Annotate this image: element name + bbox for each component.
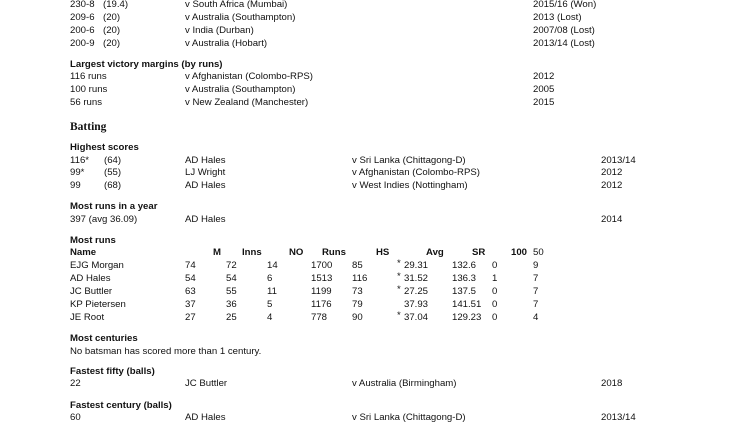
year: 2005 xyxy=(533,84,555,95)
balls: (55) xyxy=(104,167,122,178)
score: 200-6 xyxy=(70,25,95,36)
opponent: v New Zealand (Manchester) xyxy=(185,97,309,108)
not-outs: 14 xyxy=(267,260,278,271)
not-outs: 5 xyxy=(267,299,273,310)
balls: 60 xyxy=(70,412,81,423)
batsman-name: JC Buttler xyxy=(185,378,228,389)
overs: (19.4) xyxy=(103,0,129,10)
runs: 1700 xyxy=(311,260,333,271)
matches: 74 xyxy=(185,260,196,271)
section-heading: Highest scores xyxy=(70,142,139,153)
fifties: 9 xyxy=(533,260,539,271)
average: 29.31 xyxy=(404,260,429,271)
hundreds: 1 xyxy=(492,273,498,284)
opponent: v South Africa (Mumbai) xyxy=(185,0,288,10)
average: 31.52 xyxy=(404,273,429,284)
col-fifties: 50 xyxy=(533,247,544,258)
opponent: v Afghanistan (Colombo-RPS) xyxy=(352,167,480,178)
high-score: 90 xyxy=(352,312,363,323)
strike-rate: 137.5 xyxy=(452,286,477,297)
hundreds: 0 xyxy=(492,299,498,310)
opponent: v West Indies (Nottingham) xyxy=(352,180,468,191)
year: 2014 xyxy=(601,214,623,225)
year: 2015 xyxy=(533,97,555,108)
not-outs: 4 xyxy=(267,312,273,323)
hundreds: 0 xyxy=(492,260,498,271)
batsman-name: AD Hales xyxy=(70,273,111,284)
hundreds: 0 xyxy=(492,312,498,323)
not-out-star: * xyxy=(397,284,401,295)
opponent: v India (Durban) xyxy=(185,25,254,36)
batsman-name: LJ Wright xyxy=(185,167,226,178)
section-heading: Most runs in a year xyxy=(70,201,158,212)
balls: (68) xyxy=(104,180,122,191)
fifties: 4 xyxy=(533,312,539,323)
batsman-name: AD Hales xyxy=(185,412,226,423)
not-outs: 11 xyxy=(267,286,277,297)
high-score: 85 xyxy=(352,260,363,271)
average: 37.93 xyxy=(404,299,429,310)
col-runs: Runs xyxy=(322,247,346,258)
season: 2013 (Lost) xyxy=(533,12,582,23)
col-average: Avg xyxy=(426,247,444,258)
score: 230-8 xyxy=(70,0,95,10)
overs: (20) xyxy=(103,12,121,23)
opponent: v Australia (Southampton) xyxy=(185,84,296,95)
innings: 55 xyxy=(226,286,237,297)
margin: 116 runs xyxy=(70,71,107,82)
opponent: v Sri Lanka (Chittagong-D) xyxy=(352,155,466,166)
fifties: 7 xyxy=(533,273,539,284)
balls: 22 xyxy=(70,378,81,389)
runs-value: 397 (avg 36.09) xyxy=(70,214,138,225)
fifties: 7 xyxy=(533,299,539,310)
innings: 25 xyxy=(226,312,237,323)
score: 99 xyxy=(70,180,81,191)
hundreds: 0 xyxy=(492,286,498,297)
season: 2012 xyxy=(601,167,623,178)
col-not-outs: NO xyxy=(289,247,304,258)
high-score: 79 xyxy=(352,299,363,310)
runs: 1513 xyxy=(311,273,333,284)
opponent: v Australia (Southampton) xyxy=(185,12,296,23)
opponent: v Afghanistan (Colombo-RPS) xyxy=(185,71,313,82)
section-heading: Fastest fifty (balls) xyxy=(70,366,155,377)
not-out-star: * xyxy=(397,258,401,269)
season: 2013/14 xyxy=(601,155,636,166)
not-out-star: * xyxy=(397,271,401,282)
batsman-name: AD Hales xyxy=(185,155,226,166)
runs: 1199 xyxy=(311,286,332,297)
matches: 54 xyxy=(185,273,196,284)
col-strike-rate: SR xyxy=(472,247,486,258)
opponent: v Sri Lanka (Chittagong-D) xyxy=(352,412,466,423)
strike-rate: 129.23 xyxy=(452,312,482,323)
season: 2007/08 (Lost) xyxy=(533,25,595,36)
matches: 63 xyxy=(185,286,196,297)
not-outs: 6 xyxy=(267,273,273,284)
col-name: Name xyxy=(70,247,97,258)
batsman-name: AD Hales xyxy=(185,214,226,225)
batsman-name: JE Root xyxy=(70,312,105,323)
centuries-note: No batsman has scored more than 1 century. xyxy=(70,346,262,357)
innings: 54 xyxy=(226,273,237,284)
opponent: v Australia (Hobart) xyxy=(185,38,268,49)
strike-rate: 141.51 xyxy=(452,299,482,310)
batsman-name: KP Pietersen xyxy=(70,299,126,310)
col-hundreds: 100 xyxy=(511,247,528,258)
year: 2018 xyxy=(601,378,623,389)
balls: (64) xyxy=(104,155,122,166)
margin: 56 runs xyxy=(70,97,102,108)
score: 99* xyxy=(70,167,85,178)
runs: 778 xyxy=(311,312,328,323)
batsman-name: JC Buttler xyxy=(70,286,113,297)
strike-rate: 136.3 xyxy=(452,273,477,284)
batsman-name: AD Hales xyxy=(185,180,226,191)
section-heading: Most runs xyxy=(70,235,116,246)
season: 2015/16 (Won) xyxy=(533,0,597,10)
average: 27.25 xyxy=(404,286,429,297)
section-heading: Largest victory margins (by runs) xyxy=(70,59,223,70)
not-out-star: * xyxy=(397,310,401,321)
batsman-name: EJG Morgan xyxy=(70,260,124,271)
high-score: 116 xyxy=(352,273,368,284)
season: 2013/14 (Lost) xyxy=(533,38,595,49)
innings: 36 xyxy=(226,299,237,310)
matches: 27 xyxy=(185,312,196,323)
year: 2012 xyxy=(533,71,555,82)
season: 2013/14 xyxy=(601,412,636,423)
opponent: v Australia (Birmingham) xyxy=(352,378,457,389)
high-score: 73 xyxy=(352,286,363,297)
col-innings: Inns xyxy=(242,247,262,258)
runs: 1176 xyxy=(311,299,332,310)
season: 2012 xyxy=(601,180,623,191)
innings: 72 xyxy=(226,260,237,271)
matches: 37 xyxy=(185,299,196,310)
section-heading: Most centuries xyxy=(70,333,138,344)
col-matches: M xyxy=(213,247,221,258)
overs: (20) xyxy=(103,38,121,49)
section-heading: Fastest century (balls) xyxy=(70,400,172,411)
average: 37.04 xyxy=(404,312,429,323)
fifties: 7 xyxy=(533,286,539,297)
score: 116* xyxy=(70,155,90,166)
score: 200-9 xyxy=(70,38,95,49)
overs: (20) xyxy=(103,25,121,36)
col-high-score: HS xyxy=(376,247,390,258)
margin: 100 runs xyxy=(70,84,108,95)
score: 209-6 xyxy=(70,12,95,23)
batting-title: Batting xyxy=(70,121,107,133)
strike-rate: 132.6 xyxy=(452,260,477,271)
